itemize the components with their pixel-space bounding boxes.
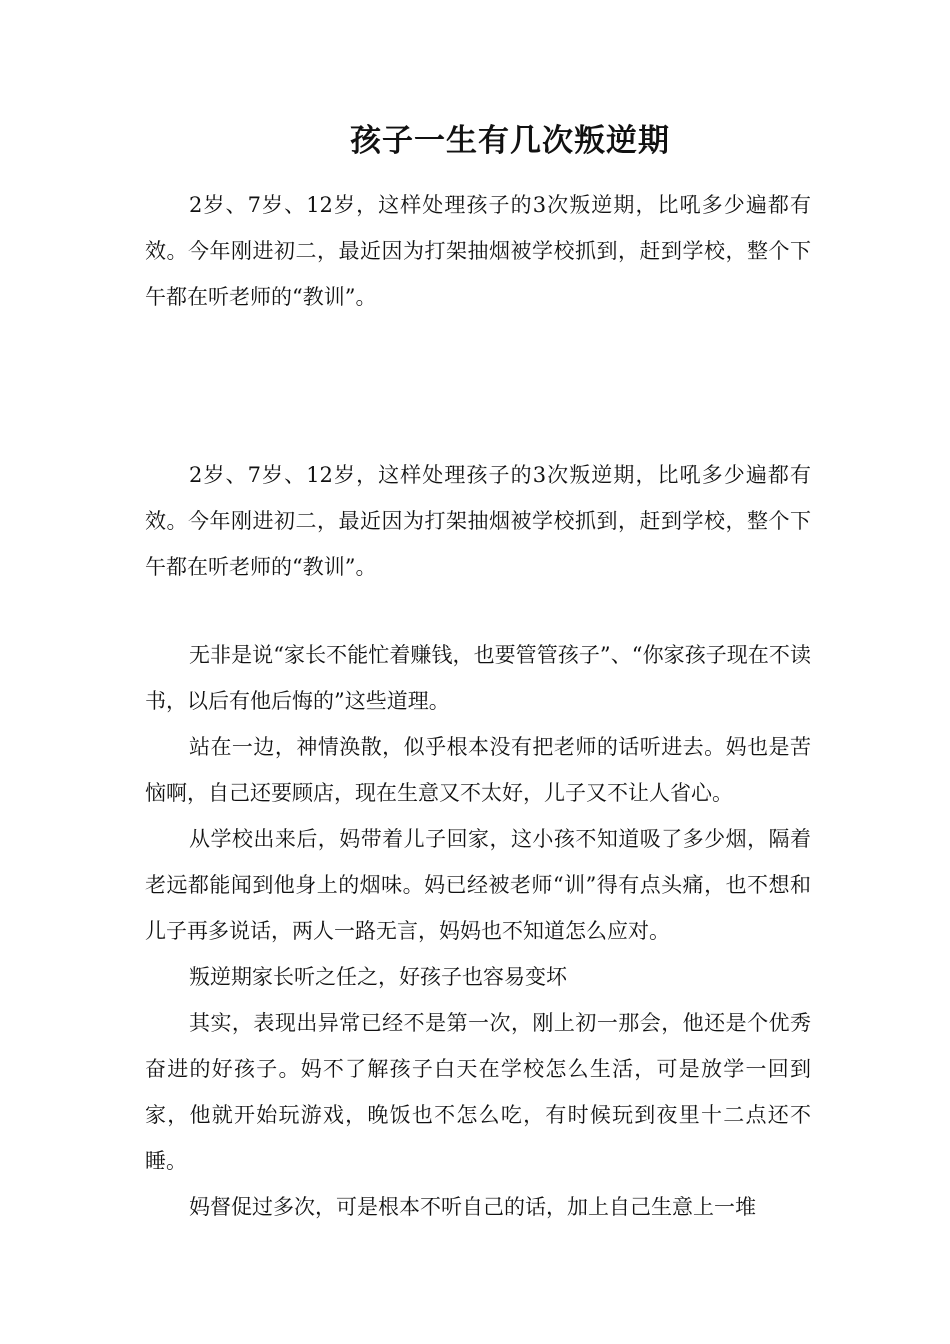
paragraph: 妈督促过多次，可是根本不听自己的话，加上自己生意上一堆 [189, 1195, 756, 1219]
document-title: 孩子一生有几次叛逆期 [350, 123, 670, 159]
paragraph-block-3 [145, 632, 811, 1230]
paragraph-block-1 [145, 182, 811, 320]
paragraph: 无非是说“家长不能忙着赚钱，也要管管孩子”、“你家孩子现在不读书，以后有他后悔的”这些道理。 [145, 643, 811, 713]
paragraph: 从学校出来后，妈带着儿子回家，这小孩不知道吸了多少烟，隔着老远都能闻到他身上的烟味。妈已经被老师“训”得有点头痛，也不想和儿子再多说话，两人一路无言，妈妈也不知道怎么应对。 [145, 827, 811, 943]
paragraph: 其实，表现出异常已经不是第一次，刚上初一那会，他还是个优秀奋进的好孩子。妈不了解孩子白天在学校怎么生活，可是放学一回到家，他就开始玩游戏，晚饭也不怎么吃，有时候玩到夜里十二点还不睡。 [145, 1011, 811, 1173]
paragraph: 2岁、7岁、12岁，这样处理孩子的3次叛逆期，比吼多少遍都有效。今年刚进初二，最近因为打架抽烟被学校抓到，赶到学校，整个下午都在听老师的“教训”。 [145, 193, 811, 309]
section-heading: 叛逆期家长听之任之，好孩子也容易变坏 [189, 965, 567, 989]
paragraph: 2岁、7岁、12岁，这样处理孩子的3次叛逆期，比吼多少遍都有效。今年刚进初二，最近因为打架抽烟被学校抓到，赶到学校，整个下午都在听老师的“教训”。 [145, 463, 811, 579]
paragraph: 站在一边，神情涣散，似乎根本没有把老师的话听进去。妈也是苦恼啊，自己还要顾店，现在生意又不太好，儿子又不让人省心。 [145, 735, 811, 805]
paragraph-block-2 [145, 452, 811, 590]
